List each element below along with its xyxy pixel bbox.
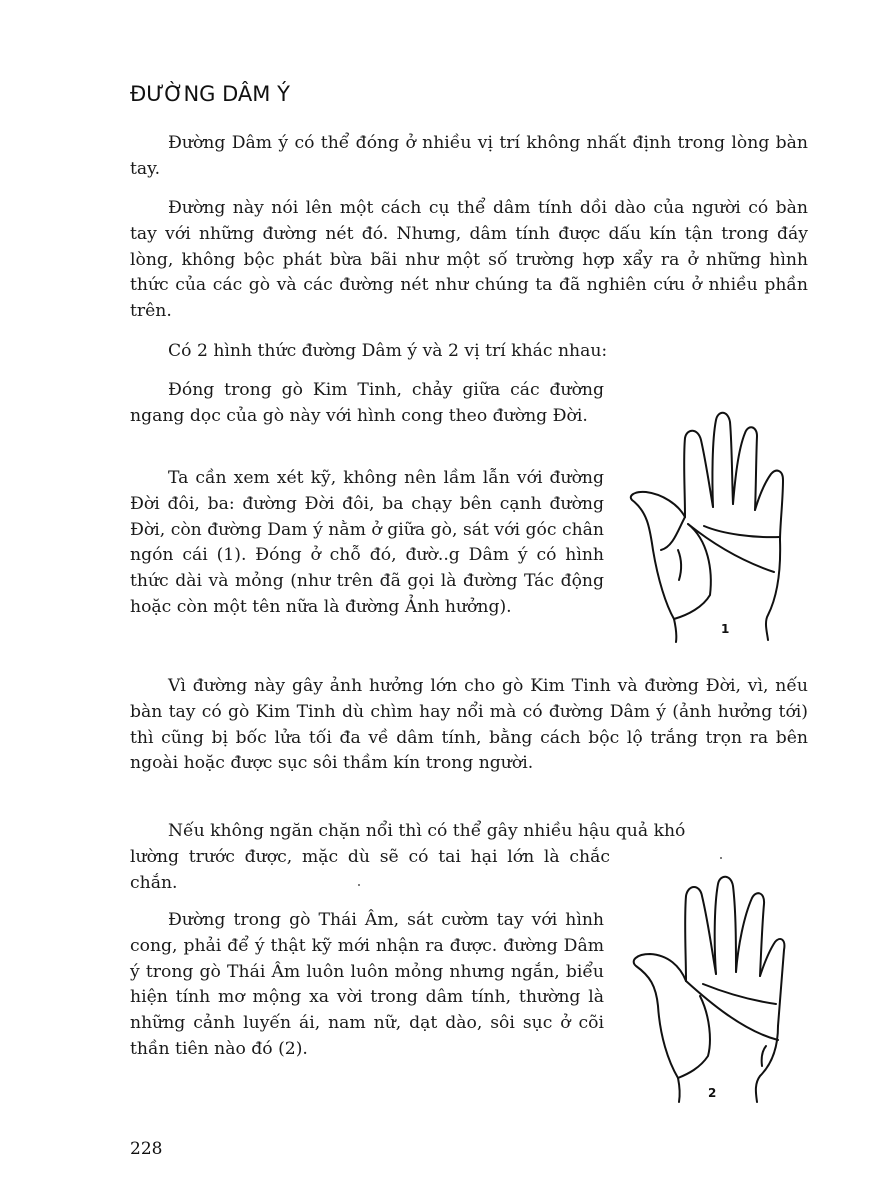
- scan-speck: [358, 884, 360, 886]
- paragraph-6: Vì đường này gây ảnh hưởng lớn cho gò Kim Tinh và đường Đời, vì, nếu bàn tay có gò Kim Tinh dù chìm hay nổi mà có đường Dâm ý (ảnh hưởng tới) thì cũng bị bốc lửa tối đa về dâm tính, bằng cách bộc lộ trắng trọn ra bên ngoài hoặc được sục sôi thầm kín trong người.: [130, 676, 808, 774]
- hand-palm-icon: [628, 866, 788, 1106]
- section-heading: ĐƯỜNG DÂM Ý: [130, 82, 290, 106]
- figure-1-label: 1: [721, 622, 730, 636]
- figure-2-hand-diagram: [628, 866, 788, 1106]
- figure-2-label: 2: [708, 1086, 717, 1100]
- paragraph-1: Đường Dâm ý có thể đóng ở nhiều vị trí không nhất định trong lòng bàn tay.: [130, 133, 808, 179]
- paragraph-2: Đường này nói lên một cách cụ thể dâm tính dồi dào của người có bàn tay với những đường nét đó. Nhưng, dâm tính được dấu kín tận trong đáy lòng, không bộc phát bừa bãi như một số trường hợp xẩy ra ở những hình thức của các gò và các đường nét như chúng ta đã nghiên cứu ở nhiều phần trên.: [130, 198, 808, 322]
- paragraph-7-line-1: Nếu không ngăn chặn nổi thì có thể gây nhiều hậu quả khó: [168, 821, 686, 841]
- paragraph-3: Có 2 hình thức đường Dâm ý và 2 vị trí khác nhau:: [168, 341, 608, 361]
- figure-1-hand-diagram: [628, 400, 788, 645]
- paragraph-7-rest: lường trước được, mặc dù sẽ có tai hại lớn là chắc chắn.: [130, 847, 610, 893]
- paragraph-5: Ta cần xem xét kỹ, không nên lầm lẫn với đường Đời đôi, ba: đường Đời đôi, ba chạy bên cạnh đường Đời, còn đường Dam ý nằm ở giữa gò, sát với góc chân ngón cái (1). Đóng ở chỗ đó, đườ..g Dâm ý có hình thức dài và mỏng (như trên đã gọi là đường Tác động hoặc còn một tên nữa là đường Ảnh hưởng).: [130, 468, 604, 617]
- paragraph-8: Đường trong gò Thái Âm, sát cườm tay với hình cong, phải để ý thật kỹ mới nhận ra được. đường Dâm ý trong gò Thái Âm luôn luôn mỏng nhưng ngắn, biểu hiện tính mơ mộng xa vời trong dâm tính, thường là những cảnh luyến ái, nam nữ, dạt dào, sôi sục ở cõi thần tiên nào đó (2).: [130, 910, 604, 1059]
- scan-speck: [720, 857, 722, 859]
- page-number: 228: [130, 1139, 163, 1159]
- paragraph-4: Đóng trong gò Kim Tinh, chảy giữa các đường ngang dọc của gò này với hình cong theo đường Đời.: [130, 380, 604, 426]
- hand-palm-icon: [628, 400, 788, 645]
